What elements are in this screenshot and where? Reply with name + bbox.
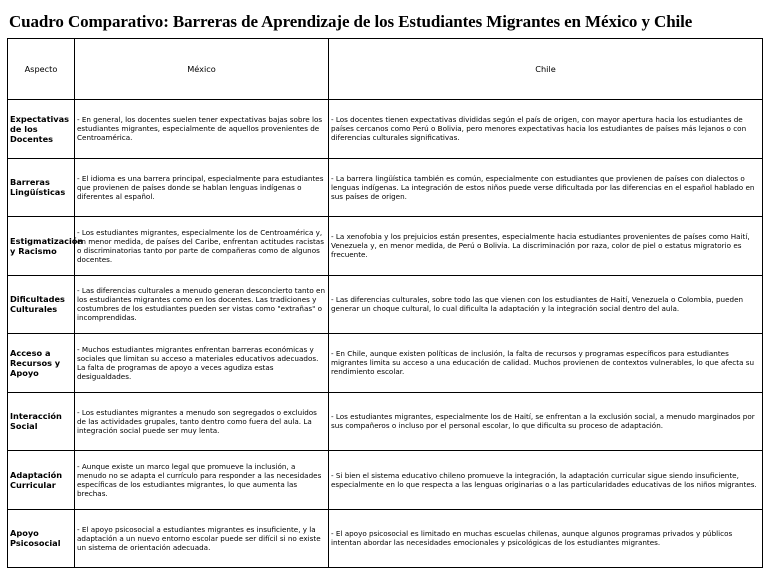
- row-aspect: Estigmatización y Racismo: [8, 217, 75, 276]
- row-mexico: - Los estudiantes migrantes, especialmente los de Centroamérica y, en menor medida, de países del Caribe, enfrentan actitudes racistas o discriminatorias tanto por parte de compañeras como de algunos docentes.: [75, 217, 329, 276]
- table-row: [8, 392, 763, 451]
- row-mexico: - Muchos estudiantes migrantes enfrentan barreras económicas y sociales que limitan su acceso a materiales educativos adecuados. La falta de programas de apoyo a veces agudiza estas desigualdades.: [75, 334, 329, 393]
- row-mexico: - Las diferencias culturales a menudo generan desconcierto tanto en los estudiantes migrantes como en los docentes. Las tradiciones y costumbres de los estudiantes pueden ser vistas como "extrañas" o incomprendidas.: [75, 275, 329, 334]
- row-aspect: Expectativas de los Docentes: [8, 100, 75, 159]
- table-row: [8, 100, 763, 159]
- table-row: [8, 334, 763, 393]
- row-aspect: Dificultades Culturales: [8, 275, 75, 334]
- row-aspect: Apoyo Psicosocial: [8, 509, 75, 568]
- table-header-row: [8, 39, 763, 100]
- header-chile: Chile: [329, 39, 763, 100]
- header-aspect: Aspecto: [8, 39, 75, 100]
- table-row: [8, 275, 763, 334]
- row-chile: - El apoyo psicosocial es limitado en muchas escuelas chilenas, aunque algunos programas privados y públicos intentan abordar las necesidades emocionales y psicológicas de los estudiantes migrantes.: [329, 509, 763, 568]
- table-row: [8, 509, 763, 568]
- row-mexico: - Aunque existe un marco legal que promueve la inclusión, a menudo no se adapta el currículo para responder a las necesidades específicas de los estudiantes migrantes, lo que aumenta las brechas.: [75, 451, 329, 510]
- header-mexico: México: [75, 39, 329, 100]
- row-aspect: Barreras Lingüísticas: [8, 158, 75, 217]
- table-row: [8, 158, 763, 217]
- table-row: [8, 217, 763, 276]
- row-mexico: - Los estudiantes migrantes a menudo son segregados o excluidos de las actividades grupales, tanto dentro como fuera del aula. La integración social puede ser muy lenta.: [75, 392, 329, 451]
- row-mexico: - El idioma es una barrera principal, especialmente para estudiantes que provienen de países donde se hablan lenguas indígenas o diferentes al español.: [75, 158, 329, 217]
- row-chile: - La xenofobia y los prejuicios están presentes, especialmente hacia estudiantes provenientes de países como Haití, Venezuela y, en menor medida, de Perú o Bolivia. La discriminación por raza, color de piel o estatus migratorio es frecuente.: [329, 217, 763, 276]
- row-aspect: Adaptación Curricular: [8, 451, 75, 510]
- comparison-table: [7, 38, 763, 568]
- row-mexico: - En general, los docentes suelen tener expectativas bajas sobre los estudiantes migrantes, especialmente de aquellos provenientes de Centroamérica.: [75, 100, 329, 159]
- row-chile: - Los estudiantes migrantes, especialmente los de Haití, se enfrentan a la exclusión social, a menudo marginados por sus compañeros o incluso por el personal escolar, lo que dificulta su proceso de adaptación.: [329, 392, 763, 451]
- document-title: Cuadro Comparativo: Barreras de Aprendizaje de los Estudiantes Migrantes en México y Chile: [9, 12, 693, 31]
- row-chile: - En Chile, aunque existen políticas de inclusión, la falta de recursos y programas específicos para estudiantes migrantes limita su acceso a una educación de calidad. Muchos provienen de contextos vulnerables, lo que afecta su rendimiento escolar.: [329, 334, 763, 393]
- row-chile: - Las diferencias culturales, sobre todo las que vienen con los estudiantes de Haití, Venezuela o Colombia, pueden generar un choque cultural, lo cual dificulta la adaptación y la integración social dentro del aula.: [329, 275, 763, 334]
- table-row: [8, 451, 763, 510]
- row-aspect: Interacción Social: [8, 392, 75, 451]
- row-chile: - Los docentes tienen expectativas divididas según el país de origen, con mayor apertura hacia los estudiantes de países cercanos como Perú o Bolivia, pero menores expectativas hacia los estudiantes de países más lejanos o con diferencias culturales significativas.: [329, 100, 763, 159]
- row-mexico: - El apoyo psicosocial a estudiantes migrantes es insuficiente, y la adaptación a un nuevo entorno escolar puede ser difícil si no existe un sistema de orientación adecuada.: [75, 509, 329, 568]
- row-chile: - La barrera lingüística también es común, especialmente con estudiantes que provienen de países con dialectos o lenguas indígenas. La integración de estos niños puede verse dificultada por las diferencias en el español hablado en sus países de origen.: [329, 158, 763, 217]
- row-chile: - Si bien el sistema educativo chileno promueve la integración, la adaptación curricular sigue siendo insuficiente, especialmente en lo que respecta a las lenguas originarias o a las particularidades educativas de los niños migrantes.: [329, 451, 763, 510]
- row-aspect: Acceso a Recursos y Apoyo: [8, 334, 75, 393]
